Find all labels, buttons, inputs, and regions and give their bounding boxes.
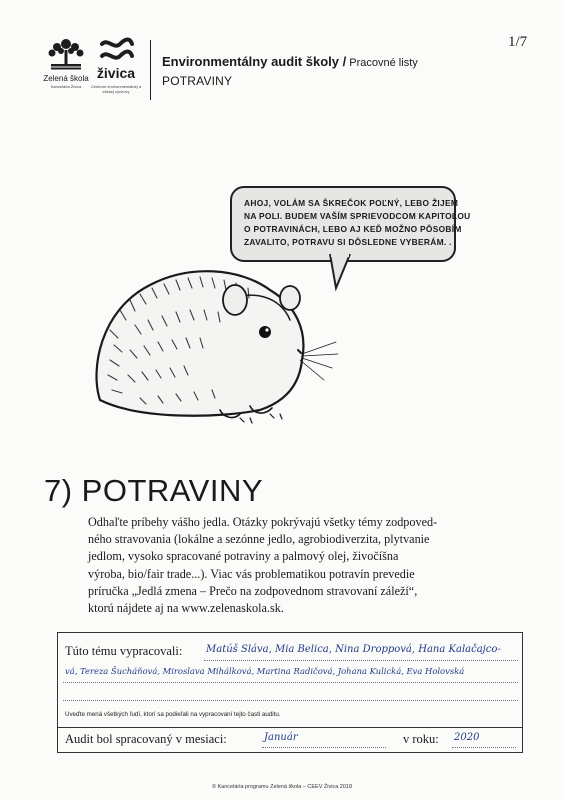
header-divider [150, 40, 151, 100]
bubble-line-4: ZAVALITO, POTRAVU SI DÔSLEDNE VYBERÁM. . [244, 237, 452, 247]
month-label: Audit bol spracovaný v mesiaci: [65, 732, 227, 746]
zelena-skola-logo [43, 36, 89, 96]
bubble-line-2: NA POLI. BUDEM VAŠÍM SPRIEVODCOM KAPITOLOU [244, 211, 471, 221]
authors-handwriting-line-1[interactable]: Matúš Sláva, Mia Belica, Nina Droppová, Hana Kalačajco- [206, 644, 501, 655]
year-value[interactable]: 2020 [454, 732, 480, 743]
authors-dotted-line-1 [204, 660, 518, 661]
document-title-main: Environmentálny audit školy / [162, 54, 347, 69]
footer-copyright: © Kancelária programu Zelená škola – CEEV Živica 2018 [211, 784, 353, 790]
year-dotted-line [452, 747, 516, 748]
paragraph-line: príručka „Jedlá zmena – Prečo na zodpovednom stravovaní záleží“, [88, 583, 418, 598]
bubble-line-1: AHOJ, VOLÁM SA ŠKREČOK POĽNÝ, LEBO ŽIJEM [244, 198, 459, 208]
paragraph-line: ného stravovania (lokálne a sezónne jedlo, agrobiodiverzita, plytvanie [88, 532, 430, 547]
paragraph-line: jedlom, vysoko spracované potraviny a palmový olej, živočíšna [88, 549, 399, 564]
hamster-illustration [80, 250, 340, 430]
logo-right-name: živica [96, 65, 136, 81]
document-title-suffix: Pracovné listy [346, 57, 418, 69]
page-number: 1/7 [508, 34, 528, 50]
section-title: 7) POTRAVINY [44, 473, 264, 508]
paragraph-line: výroba, bio/fair trade...). Viac vás problematikou potravín prevedie [88, 566, 415, 581]
month-value[interactable]: Január [264, 732, 298, 743]
paragraph-line: Odhaľte príbehy vášho jedla. Otázky pokrývajú všetky témy zodpoved- [88, 515, 438, 529]
logo-right-sub: Centrum environmentálnej a etickej výchovy [90, 84, 142, 94]
audit-date-row [57, 726, 523, 753]
document-subtitle: POTRAVINY [162, 74, 233, 88]
bubble-line-3: O POTRAVINÁCH, LEBO AJ KEĎ MOŽNO PÔSOBÍM [244, 224, 462, 234]
logo-left-name: Zelená škola [43, 74, 89, 83]
authors-note: Uveďte mená všetkých ľudí, ktorí sa podieľali na vypracovaní tejto časti auditu. [65, 711, 281, 718]
section-paragraph [88, 514, 520, 617]
authors-label: Túto tému vypracovali: [65, 644, 183, 658]
logo-left-sub: Kancelária Živica [50, 84, 82, 89]
authors-box [57, 632, 523, 728]
month-dotted-line [262, 747, 386, 748]
document-title [162, 54, 418, 69]
paragraph-line: ktorú nájdete aj na www.zelenaskola.sk. [88, 601, 284, 616]
year-label: v roku: [403, 732, 439, 746]
bubble-text [244, 197, 471, 249]
authors-dotted-line-3 [63, 700, 518, 701]
authors-handwriting-line-2[interactable]: vá, Tereza Šucháňová, Miroslava Mihálková, Martina Radičová, Johana Kulická, Eva Holovská [65, 666, 465, 676]
zivica-logo [90, 36, 142, 96]
authors-dotted-line-2 [63, 682, 518, 683]
